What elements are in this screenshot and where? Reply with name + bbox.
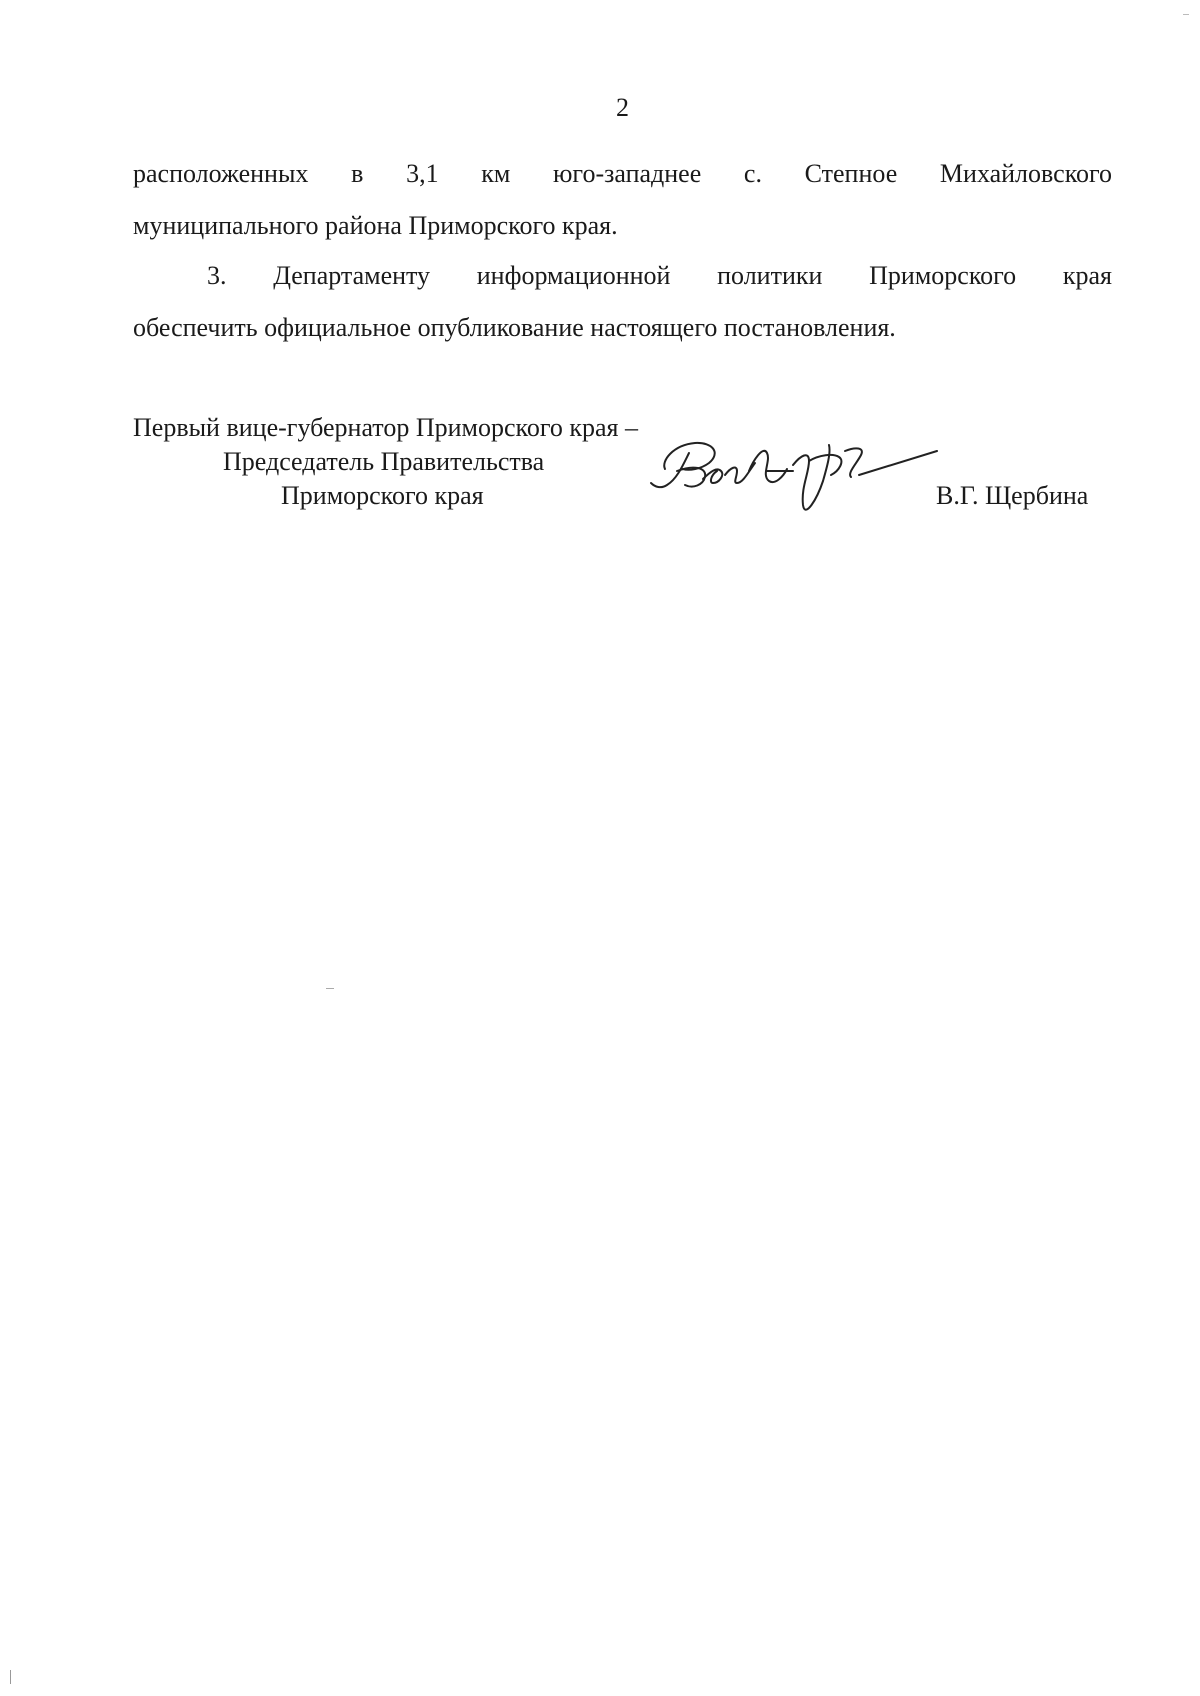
word: информационной (476, 261, 671, 290)
scan-artifact (10, 1670, 11, 1684)
word: 3,1 (406, 159, 439, 188)
signatory-name: В.Г. Щербина (936, 481, 1089, 510)
word: 3. Департаменту (207, 261, 431, 290)
handwritten-signature (633, 431, 943, 551)
scan-artifact (326, 988, 334, 989)
word: края (1062, 261, 1112, 290)
paragraph-line (133, 250, 1112, 302)
word: политики (717, 261, 823, 290)
paragraph-line (133, 148, 1112, 200)
paragraph-publication (133, 250, 1112, 354)
word: Степное (804, 159, 898, 188)
paragraph-line: муниципального района Приморского края. (133, 211, 618, 240)
word: с. (743, 159, 762, 188)
word: км (481, 159, 511, 188)
paragraph-line: обеспечить официальное опубликование настоящего постановления. (133, 313, 896, 342)
signature-block (133, 411, 1113, 531)
scan-artifact (1183, 14, 1189, 15)
word: Михайловского (939, 159, 1113, 188)
signatory-title-line: Приморского края (281, 481, 484, 510)
paragraph-location (133, 148, 1112, 252)
word: Приморского (869, 261, 1017, 290)
word: расположенных (133, 159, 309, 188)
word: в (351, 159, 364, 188)
signatory-title-line: Председатель Правительства (223, 447, 545, 476)
page-number: 2 (616, 93, 629, 122)
word: юго-западнее (553, 159, 702, 188)
signatory-title-line: Первый вице-губернатор Приморского края – (133, 413, 638, 442)
